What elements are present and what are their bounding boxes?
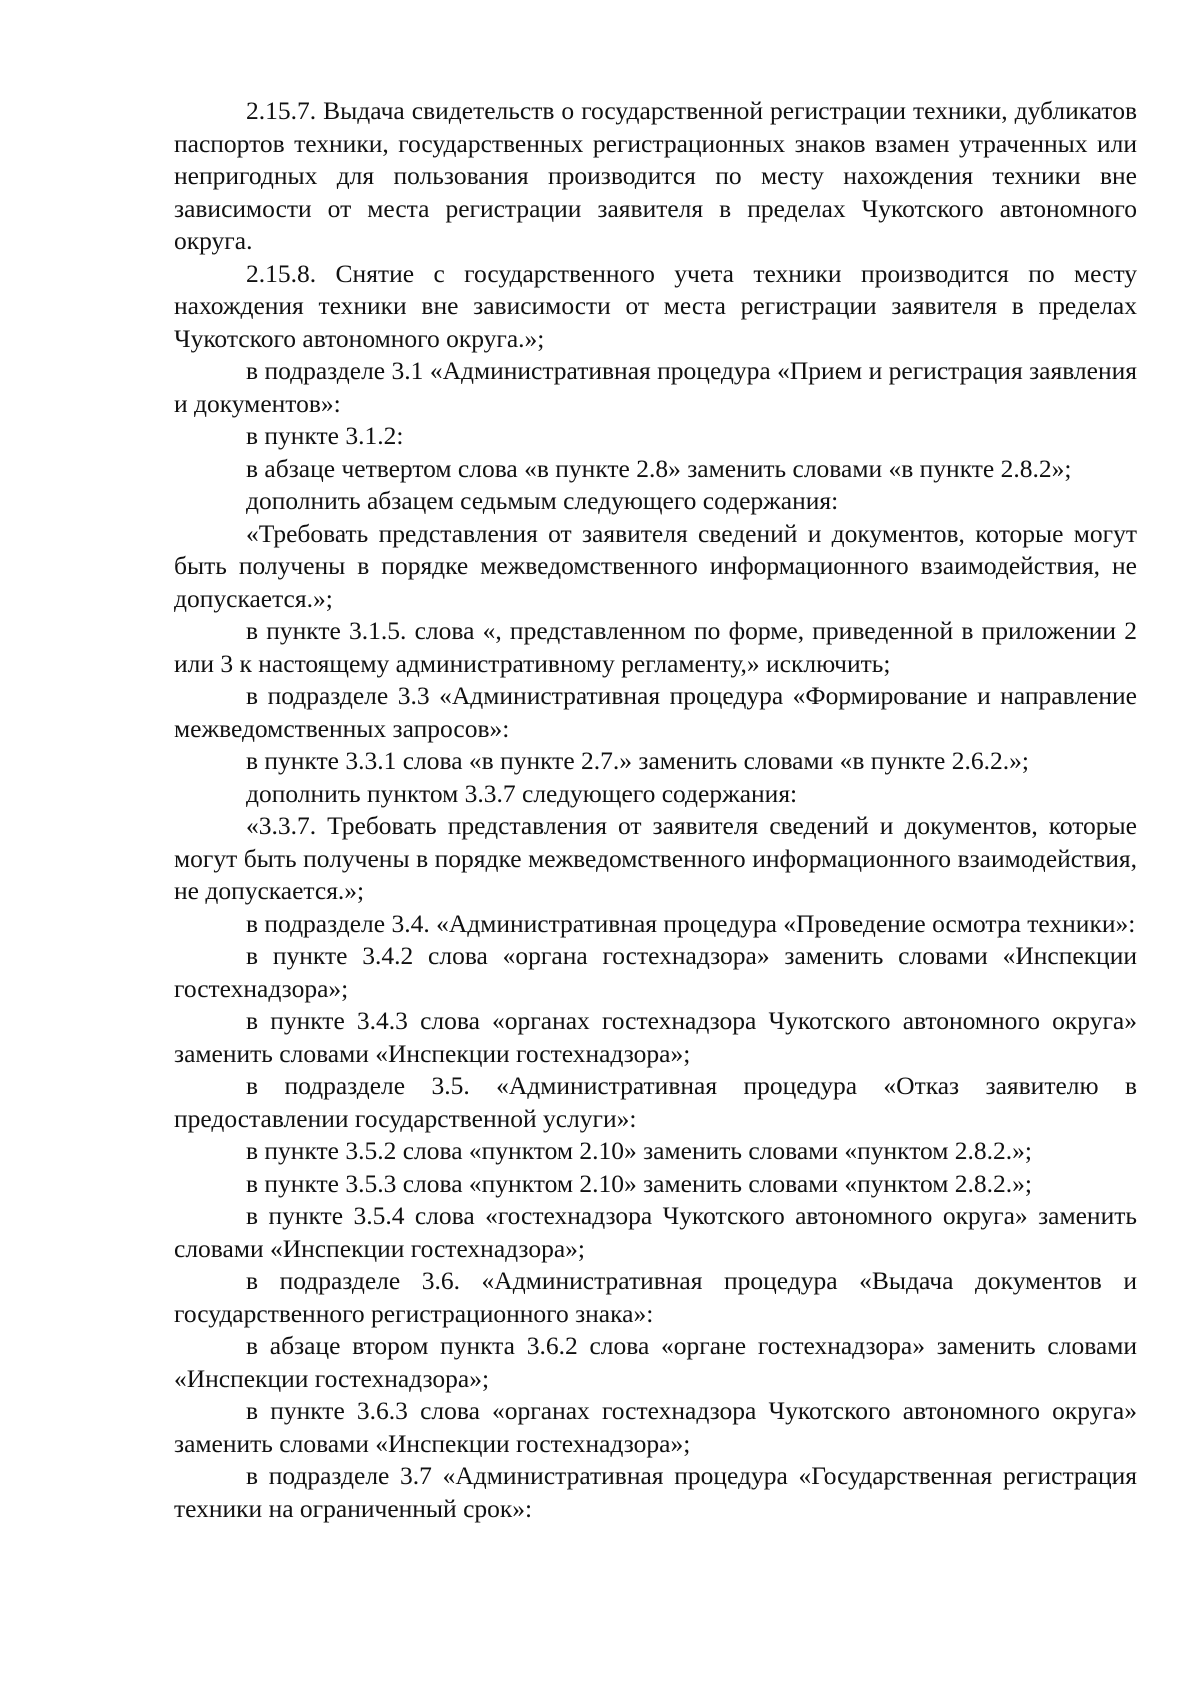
document-page bbox=[174, 95, 1137, 1525]
paragraph-item-3-1-5: в пункте 3.1.5. слова «, представленном по форме, приведенной в приложении 2 или 3 к настоящему административному регламенту,» исключить; bbox=[174, 616, 1137, 678]
paragraph-item-3-3-1: в пункте 3.3.1 слова «в пункте 2.7.» заменить словами «в пункте 2.6.2.»; bbox=[246, 746, 1029, 775]
paragraph-item-3-4-2: в пункте 3.4.2 слова «органа гостехнадзора» заменить словами «Инспекции гостехнадзора»; bbox=[174, 941, 1137, 1003]
paragraph-item-3-5-4: в пункте 3.5.4 слова «гостехнадзора Чукотского автономного округа» заменить словами «Инспекции гостехнадзора»; bbox=[174, 1201, 1137, 1263]
paragraph-subsection-3-7: в подразделе 3.7 «Административная процедура «Государственная регистрация техники на ограниченный срок»: bbox=[174, 1461, 1137, 1523]
paragraph-item-3-5-2: в пункте 3.5.2 слова «пунктом 2.10» заменить словами «пунктом 2.8.2.»; bbox=[246, 1136, 1032, 1165]
paragraph-add-item-3-3-7: дополнить пунктом 3.3.7 следующего содержания: bbox=[246, 778, 798, 808]
paragraph-item-3-5-3: в пункте 3.5.3 слова «пунктом 2.10» заменить словами «пунктом 2.8.2.»; bbox=[246, 1168, 1032, 1198]
paragraph-subsection-3-3: в подразделе 3.3 «Административная процедура «Формирование и направление межведомственных запросов»: bbox=[174, 681, 1137, 743]
paragraph-quote-3-3-7: «3.3.7. Требовать представления от заявителя сведений и документов, которые могут быть получены в порядке межведомственного информационного взаимодействия, не допускается.»; bbox=[174, 811, 1137, 905]
paragraph-subsection-3-6: в подразделе 3.6. «Административная процедура «Выдача документов и государственного регистрационного знака»: bbox=[174, 1266, 1137, 1328]
paragraph-add-abzac-7: дополнить абзацем седьмым следующего содержания: bbox=[246, 486, 839, 515]
paragraph-subsection-3-4: в подразделе 3.4. «Административная процедура «Проведение осмотра техники»: bbox=[246, 908, 1136, 938]
paragraph-item-3-6-2: в абзаце втором пункта 3.6.2 слова «органе гостехнадзора» заменить словами «Инспекции гостехнадзора»; bbox=[174, 1331, 1137, 1393]
paragraph-2-15-8: 2.15.8. Снятие с государственного учета техники производится по месту нахождения техники вне зависимости от места регистрации заявителя в пределах Чукотского автономного округа.»; bbox=[174, 258, 1137, 353]
paragraph-item-3-1-2: в пункте 3.1.2: bbox=[246, 421, 404, 450]
paragraph-subsection-3-1: в подразделе 3.1 «Административная процедура «Прием и регистрация заявления и документов»: bbox=[174, 356, 1137, 418]
paragraph-item-3-6-3: в пункте 3.6.3 слова «органах гостехнадзора Чукотского автономного округа» заменить словами «Инспекции гостехнадзора»; bbox=[174, 1396, 1137, 1458]
paragraph-item-3-4-3: в пункте 3.4.3 слова «органах гостехнадзора Чукотского автономного округа» заменить словами «Инспекции гостехнадзора»; bbox=[174, 1006, 1137, 1068]
paragraph-2-15-7: 2.15.7. Выдача свидетельств о государственной регистрации техники, дубликатов паспортов техники, государственных регистрационных знаков взамен утраченных или непригодных для пользования производится по месту нахождения техники вне зависимости от места регистрации заявителя в пределах Чукотского автономного округа. bbox=[174, 96, 1137, 255]
paragraph-subsection-3-5: в подразделе 3.5. «Административная процедура «Отказ заявителю в предоставлении государственной услуги»: bbox=[174, 1071, 1137, 1133]
paragraph-abzac-4: в абзаце четвертом слова «в пункте 2.8» заменить словами «в пункте 2.8.2»; bbox=[246, 453, 1072, 483]
paragraph-quote-requirement: «Требовать представления от заявителя сведений и документов, которые могут быть получены в порядке межведомственного информационного взаимодействия, не допускается.»; bbox=[174, 518, 1137, 613]
